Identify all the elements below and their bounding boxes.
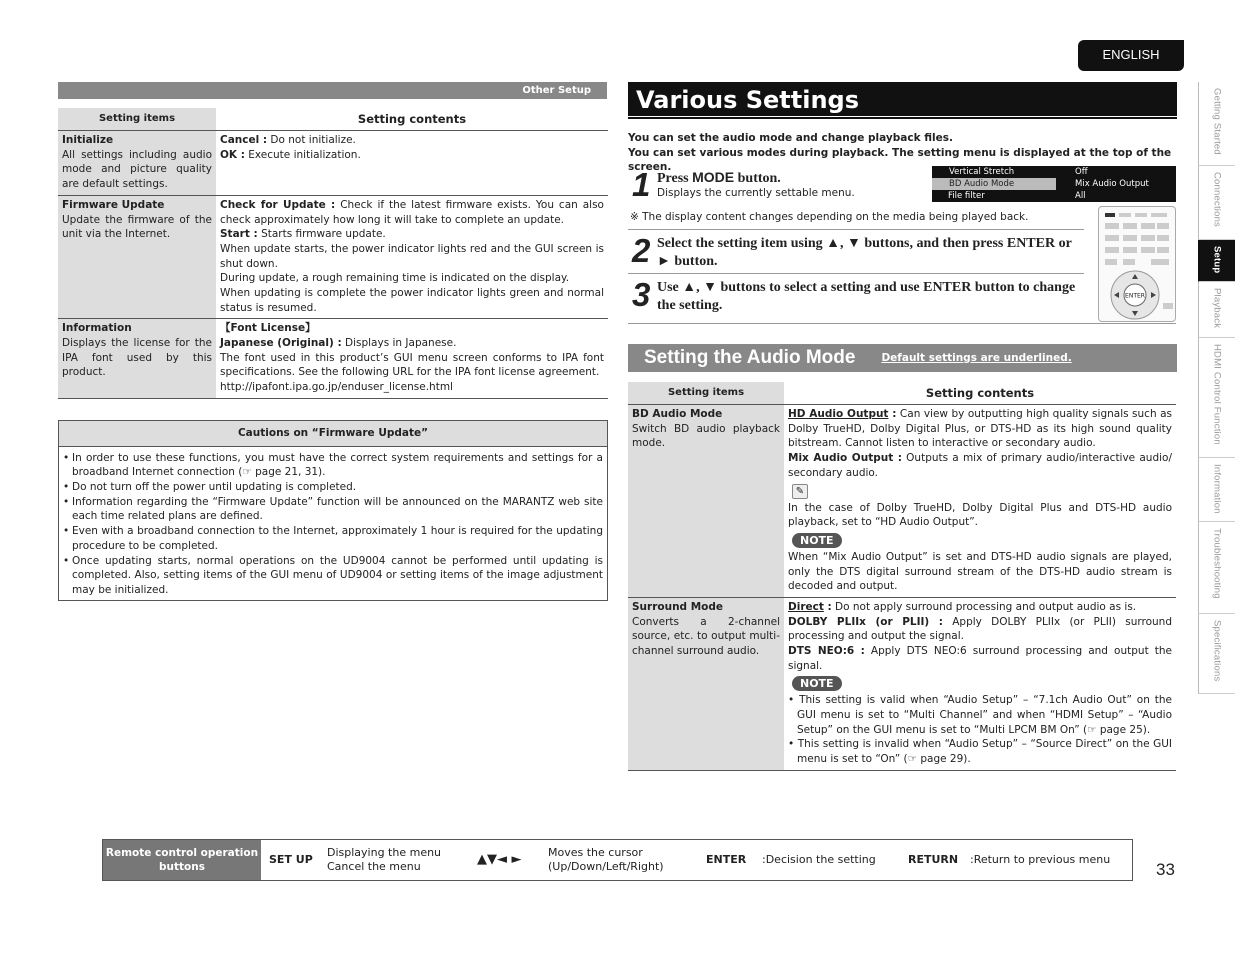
list-item: • In order to use these functions, you must have the correct system requirements and settings for a broadband Internet connection (☞ page 21, 31). bbox=[63, 451, 603, 480]
col-setting-contents: Setting contents bbox=[216, 108, 608, 131]
cautions-title: Cautions on “Firmware Update” bbox=[59, 421, 607, 447]
nav-setup[interactable]: Setup bbox=[1198, 240, 1235, 282]
col-setting-items: Setting items bbox=[628, 382, 784, 405]
nav-specifications[interactable]: Specifications bbox=[1198, 614, 1235, 694]
setup-desc: Displaying the menu Cancel the menu bbox=[327, 845, 442, 873]
divider bbox=[628, 229, 1084, 230]
nav-connections[interactable]: Connections bbox=[1198, 166, 1235, 240]
enter-desc: :Decision the setting bbox=[762, 853, 876, 867]
step-1: 1 Press MODE button. Displays the currently settable menu. bbox=[632, 166, 855, 203]
list-item-continued: • Once updating starts, normal operations on the UD9004 cannot be performed until updating is completed. Also, setting items of the GUI menu of UD9004 or setting items of the image adjustment may be initialized. bbox=[63, 554, 603, 598]
audio-mode-table bbox=[628, 382, 1176, 771]
title-underline bbox=[628, 117, 1177, 119]
table-row: Information Displays the license for the IPA font used by this product. 【Font License】 Japanese (Original) : Displays in Japanese. The font used in this product’s GUI menu screen conforms to IPA font specifications. See the following URL for the IPA font license agreement. http://ipafont.ipa.go.jp/enduser_license.html bbox=[58, 319, 608, 398]
table-row: BD Audio Mode Switch BD audio playback mode. HD Audio Output : Can view by outputting high quality signals such as Dolby TrueHD, Dolby Digital Plus, or DTS-HD as its high sound quality bitstream. Cannot listen to interactive or secondary audio. Mix Audio Output : Outputs a mix of primary audio/interactive audio/ secondary audio. ✎ In the case of Dolby TrueHD, Dolby Digital Plus and DTS-HD audio playback, set to “HD Audio Output”. NOTE When “Mix Audio Output” is set and DTS-HD audio signals are played, only the DTS digital surround stream of the DTS-HD audio stream is decoded and output. bbox=[628, 405, 1176, 598]
other-setup-bar: Other Setup bbox=[58, 82, 607, 99]
table-row: Initialize All settings including audio mode and picture quality are default settings. Cancel : Do not initialize. OK : Execute initialization. bbox=[58, 131, 608, 196]
item-desc: Converts a 2-channel source, etc. to output multi-channel surround audio. bbox=[632, 615, 780, 658]
pencil-icon: ✎ bbox=[792, 484, 808, 499]
audio-mode-bar bbox=[628, 344, 1177, 372]
nav-troubleshooting[interactable]: Troubleshooting bbox=[1198, 522, 1235, 614]
nav-information[interactable]: Information bbox=[1198, 458, 1235, 522]
note-badge: NOTE bbox=[792, 533, 842, 548]
divider bbox=[628, 323, 1176, 324]
item-desc: Switch BD audio playback mode. bbox=[632, 422, 780, 450]
item-desc: Update the firmware of the unit via the Internet. bbox=[62, 213, 212, 241]
item-desc: Displays the license for the IPA font used by this product. bbox=[62, 337, 212, 379]
col-setting-contents: Setting contents bbox=[784, 382, 1176, 405]
item-title: Information bbox=[62, 322, 132, 335]
setup-key: SET UP bbox=[269, 853, 313, 867]
note-badge: NOTE bbox=[792, 676, 842, 691]
osd-row-selected: BD Audio Mode Mix Audio Output bbox=[932, 178, 1176, 190]
arrow-desc: Moves the cursor (Up/Down/Left/Right) bbox=[548, 845, 664, 873]
language-tab[interactable]: ENGLISH bbox=[1078, 40, 1184, 71]
default-settings-note: Default settings are underlined. bbox=[881, 351, 1072, 364]
osd-row: File filter All bbox=[932, 190, 1176, 202]
page-number: 33 bbox=[1156, 860, 1175, 879]
page-title: Various Settings bbox=[628, 82, 1177, 116]
intro-text: You can set the audio mode and change playback files. You can set various modes during playback. The setting menu is displayed at the top of the screen. bbox=[628, 132, 1172, 174]
step-2: 2 Select the setting item using ▲, ▼ buttons, and then press ENTER or ► button. bbox=[632, 232, 1072, 269]
table-row: Surround Mode Converts a 2-channel source, etc. to output multi-channel surround audio. Direct : Do not apply surround processing and output audio as is. DOLBY PLIIx (or PLII) : Apply DOLBY PLIIx (or PLII) surround processing and output the signal. DTS NEO:6 : Apply DTS NEO:6 surround processing and output the signal. NOTE • This setting is valid when “Audio Setup” – “7.1ch Audio Out” on the GUI menu is set to “Multi Channel” and when “HDMI Setup” – “Audio Setup” on the GUI menu is set to “Multi LPCM BM On” (☞ page 25). • This setting is invalid when “Audio Setup” – “Source Direct” on the GUI menu is set to “On” (☞ page 29). bbox=[628, 597, 1176, 770]
item-title: Firmware Update bbox=[62, 198, 165, 211]
return-desc: :Return to previous menu bbox=[970, 853, 1111, 867]
footer-label: Remote control operation buttons bbox=[103, 840, 261, 880]
remote-enter-label: ENTER bbox=[1125, 292, 1145, 300]
remote-buttons-footer bbox=[102, 839, 1133, 881]
enter-key: ENTER bbox=[706, 853, 747, 867]
nav-getting-started[interactable]: Getting Started bbox=[1198, 82, 1235, 166]
nav-playback[interactable]: Playback bbox=[1198, 282, 1235, 338]
item-title: BD Audio Mode bbox=[632, 408, 723, 421]
return-key: RETURN bbox=[908, 853, 959, 867]
list-item: • Even with a broadband connection to the Internet, approximately 1 hour is required for the updating procedure to be completed. bbox=[63, 524, 603, 553]
remote-control-illustration bbox=[1098, 206, 1176, 322]
audio-mode-title: Setting the Audio Mode bbox=[644, 346, 856, 368]
nav-hdmi-control[interactable]: HDMI Control Function bbox=[1198, 338, 1235, 458]
item-desc: All settings including audio mode and picture quality are default settings. bbox=[62, 148, 212, 191]
item-title: Initialize bbox=[62, 134, 114, 147]
list-item: • Information regarding the “Firmware Update” function will be announced on the MARANTZ web site each time related plans are defined. bbox=[63, 495, 603, 524]
table-row: Firmware Update Update the firmware of the unit via the Internet. Check for Update : Check if the latest firmware exists. You can also check approximately how long it will take to complete an update. Start : Starts firmware update. When update starts, the power indicator lights red and the GUI screen is shut down. During update, a rough remaining time is indicated on the display. When updating is complete the power indicator lights green and normal status is resumed. bbox=[58, 195, 608, 319]
other-setup-table bbox=[58, 108, 608, 399]
item-title: Surround Mode bbox=[632, 600, 724, 613]
osd-menu bbox=[932, 166, 1176, 202]
side-navigation bbox=[1198, 82, 1235, 694]
col-setting-items: Setting items bbox=[58, 108, 216, 131]
display-note: ※ The display content changes depending on the media being played back. bbox=[630, 211, 1029, 223]
license-url[interactable]: http://ipafont.ipa.go.jp/enduser_license.html bbox=[220, 381, 453, 394]
osd-row: Vertical Stretch Off bbox=[932, 166, 1176, 178]
step-3: 3 Use ▲, ▼ buttons to select a setting and use ENTER button to change the setting. bbox=[632, 276, 1076, 313]
cautions-box bbox=[58, 420, 608, 601]
list-item: • Do not turn off the power until updating is completed. bbox=[63, 480, 603, 495]
divider bbox=[628, 273, 1084, 274]
arrow-keys: ▲▼◄ ► bbox=[477, 851, 522, 867]
